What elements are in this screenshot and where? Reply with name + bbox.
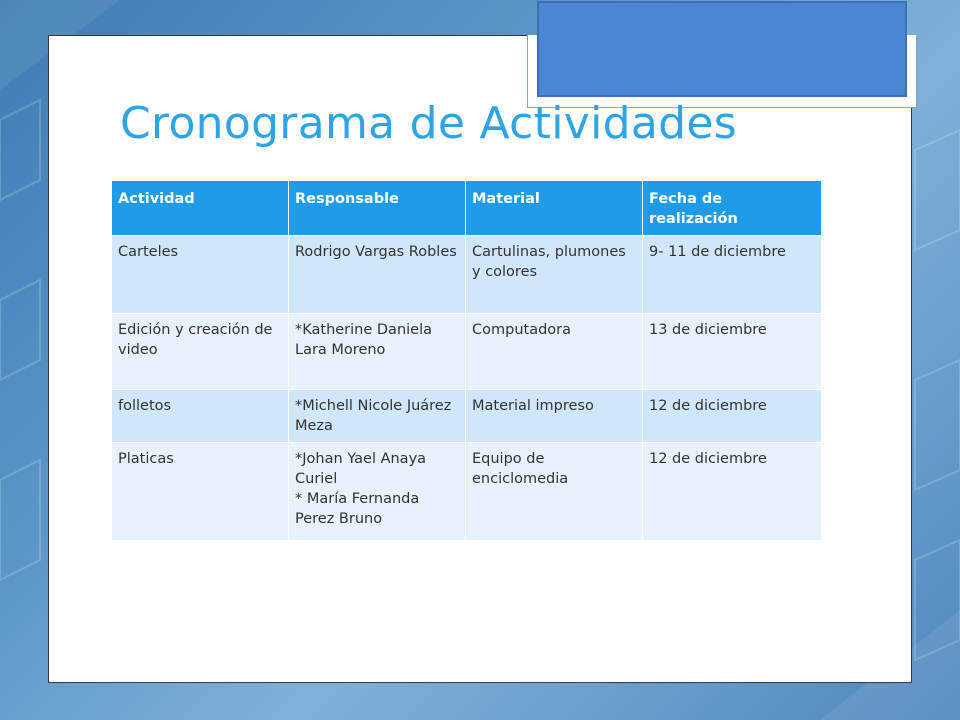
table-header-row <box>112 181 822 236</box>
header-date: Fecha de realización <box>643 181 822 236</box>
cell-material: Cartulinas, plumones y colores <box>466 236 643 314</box>
cell-responsible: Rodrigo Vargas Robles <box>289 236 466 314</box>
cell-material: Equipo de enciclomedia <box>466 443 643 541</box>
cell-responsible: *Michell Nicole Juárez Meza <box>289 390 466 443</box>
schedule-table <box>111 180 822 541</box>
cell-date: 13 de diciembre <box>643 314 822 390</box>
table-row <box>112 390 822 443</box>
slide-title: Cronograma de Actividades <box>120 98 737 149</box>
header-responsible: Responsable <box>289 181 466 236</box>
cell-material: Computadora <box>466 314 643 390</box>
table-row <box>112 236 822 314</box>
cell-date: 9- 11 de diciembre <box>643 236 822 314</box>
slide <box>48 35 912 683</box>
cell-material: Material impreso <box>466 390 643 443</box>
cell-date: 12 de diciembre <box>643 443 822 541</box>
cell-date: 12 de diciembre <box>643 390 822 443</box>
cell-activity: Edición y creación de video <box>112 314 289 390</box>
table-row <box>112 314 822 390</box>
cell-activity: folletos <box>112 390 289 443</box>
cell-responsible: *Katherine Daniela Lara Moreno <box>289 314 466 390</box>
header-activity: Actividad <box>112 181 289 236</box>
table-row <box>112 443 822 541</box>
cell-activity: Carteles <box>112 236 289 314</box>
cell-responsible: *Johan Yael Anaya Curiel * María Fernanda Perez Bruno <box>289 443 466 541</box>
corner-accent-box <box>537 1 907 97</box>
cell-activity: Platicas <box>112 443 289 541</box>
header-material: Material <box>466 181 643 236</box>
